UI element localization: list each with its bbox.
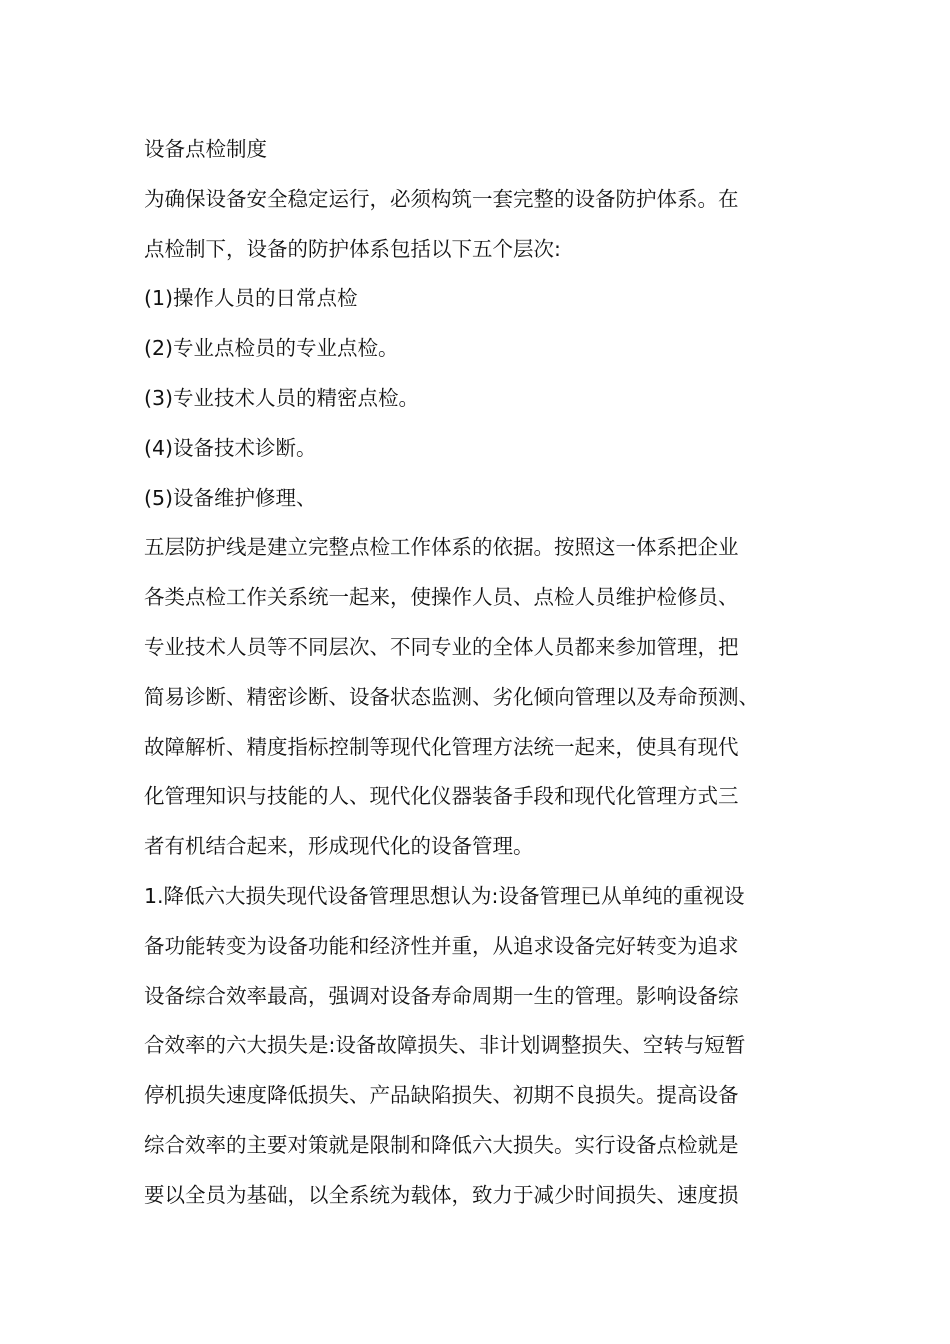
document-title: 设备点检制度 bbox=[144, 137, 267, 161]
paragraph-line: 合效率的六大损失是:设备故障损失、非计划调整损失、空转与短暂 bbox=[144, 1033, 746, 1058]
paragraph-line: 点检制下，设备的防护体系包括以下五个层次: bbox=[144, 236, 561, 261]
paragraph-line: 备功能转变为设备功能和经济性并重，从追求设备完好转变为追求 bbox=[144, 933, 739, 958]
paragraph-line: 故障解析、精度指标控制等现代化管理方法统一起来，使具有现代 bbox=[144, 734, 739, 759]
paragraph-line: 要以全员为基础，以全系统为载体，致力于减少时间损失、速度损 bbox=[144, 1182, 739, 1207]
paragraph-line: 设备综合效率最高，强调对设备寿命周期一生的管理。影响设备综 bbox=[144, 983, 739, 1008]
paragraph-line: 者有机结合起来，形成现代化的设备管理。 bbox=[144, 834, 534, 859]
document-body bbox=[144, 125, 824, 1221]
list-item: (4)设备技术诊断。 bbox=[144, 435, 317, 460]
section-line: 1.降低六大损失现代设备管理思想认为:设备管理已从单纯的重视设 bbox=[144, 883, 745, 908]
paragraph-line: 为确保设备安全稳定运行，必须构筑一套完整的设备防护体系。在 bbox=[144, 186, 739, 211]
list-item: (5)设备维护修理、 bbox=[144, 485, 317, 510]
paragraph-line: 停机损失速度降低损失、产品缺陷损失、初期不良损失。提高设备 bbox=[144, 1083, 739, 1108]
paragraph-line: 简易诊断、精密诊断、设备状态监测、劣化倾向管理以及寿命预测、 bbox=[144, 684, 759, 709]
list-item: (1)操作人员的日常点检 bbox=[144, 286, 358, 311]
paragraph-line: 五层防护线是建立完整点检工作体系的依据。按照这一体系把企业 bbox=[144, 535, 739, 560]
paragraph-line: 各类点检工作关系统一起来，使操作人员、点检人员维护检修员、 bbox=[144, 585, 739, 610]
list-item: (2)专业点检员的专业点检。 bbox=[144, 336, 399, 361]
list-item: (3)专业技术人员的精密点检。 bbox=[144, 385, 420, 410]
paragraph-line: 专业技术人员等不同层次、不同专业的全体人员都来参加管理，把 bbox=[144, 634, 739, 659]
paragraph-line: 综合效率的主要对策就是限制和降低六大损失。实行设备点检就是 bbox=[144, 1132, 739, 1157]
paragraph-line: 化管理知识与技能的人、现代化仪器装备手段和现代化管理方式三 bbox=[144, 784, 739, 809]
